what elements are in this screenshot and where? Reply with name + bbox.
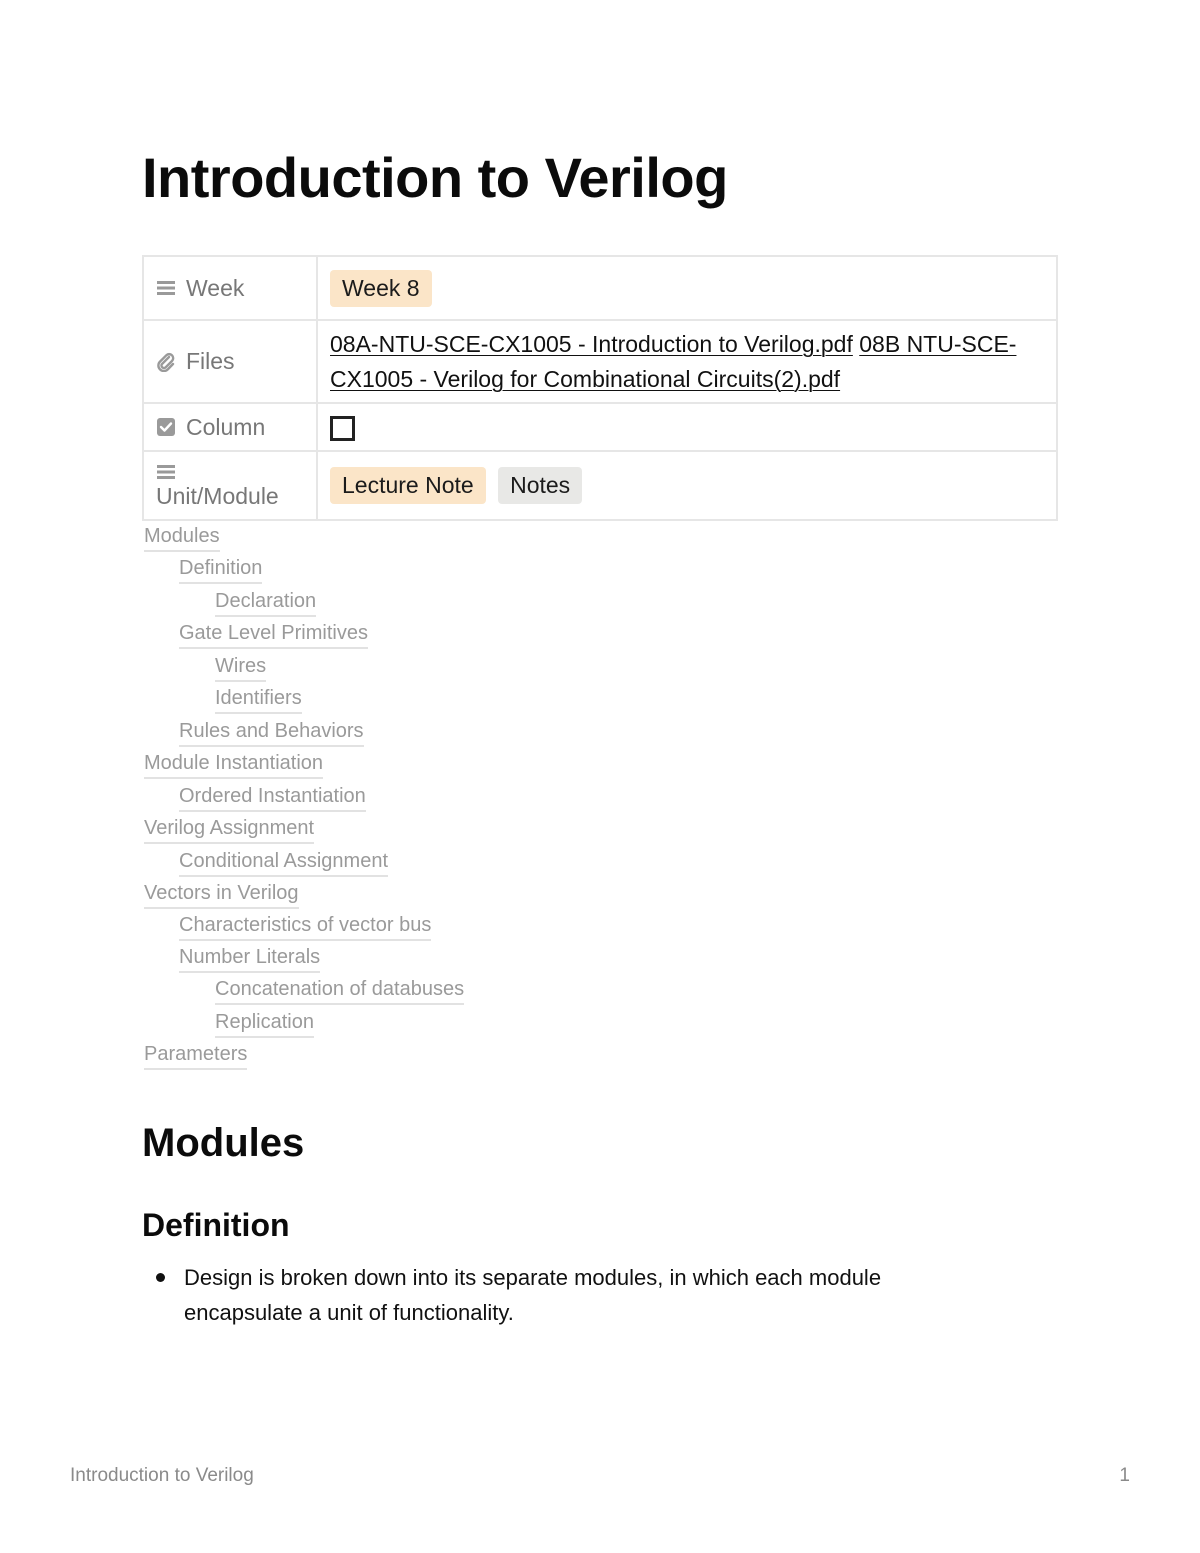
property-label-column: Column [186,413,266,440]
week-tag[interactable]: Week 8 [330,270,432,307]
property-label-week: Week [186,274,245,301]
toc-item-rules-and-behaviors[interactable]: Rules and Behaviors [179,717,364,747]
subsection-heading-definition: Definition [142,1207,290,1243]
unit-tag-notes[interactable]: Notes [498,467,582,504]
bullet-dot-icon [156,1273,165,1282]
property-value-files [317,320,1057,403]
bullet-list [184,1260,964,1330]
toc-item-definition[interactable]: Definition [179,554,262,584]
property-label-unit-module: Unit/Module [156,482,279,509]
toc-item-wires[interactable]: Wires [215,652,266,682]
toc-item-parameters[interactable]: Parameters [144,1040,247,1070]
toc-item-number-literals[interactable]: Number Literals [179,943,320,973]
property-value-column [317,403,1057,451]
property-row-files [143,320,1057,403]
bullet-text: Design is broken down into its separate modules, in which each module encapsulate a unit of functionality. [184,1265,882,1325]
property-key-week [143,256,317,320]
toc-item-modules[interactable]: Modules [144,522,220,552]
file-link-08a[interactable]: 08A-NTU-SCE-CX1005 - Introduction to Verilog.pdf [330,330,853,357]
paperclip-icon [156,352,176,372]
property-key-unit-module [143,451,317,520]
toc-item-concatenation-of-databuses[interactable]: Concatenation of databuses [215,975,464,1005]
toc-item-module-instantiation[interactable]: Module Instantiation [144,749,323,779]
properties-table [142,255,1058,521]
property-key-files [143,320,317,403]
toc-item-conditional-assignment[interactable]: Conditional Assignment [179,847,388,877]
property-row-column [143,403,1057,451]
toc-item-declaration[interactable]: Declaration [215,587,316,617]
section-heading-modules: Modules [142,1121,305,1165]
unit-tag-lecture-note[interactable]: Lecture Note [330,467,486,504]
column-checkbox[interactable] [330,416,355,441]
page-title: Introduction to Verilog [142,146,728,209]
footer-title: Introduction to Verilog [70,1465,254,1486]
toc-item-characteristics-of-vector-bus[interactable]: Characteristics of vector bus [179,911,431,941]
toc-item-gate-level-primitives[interactable]: Gate Level Primitives [179,619,368,649]
property-row-week [143,256,1057,320]
file-link-08b[interactable]: 08B NTU-SCE-CX1005 - Verilog for Combinational Circuits(2).pdf [330,330,1017,392]
list-icon [156,462,176,482]
list-item [184,1260,964,1330]
property-row-unit-module [143,451,1057,520]
toc-item-ordered-instantiation[interactable]: Ordered Instantiation [179,782,366,812]
footer-page-number: 1 [1119,1465,1130,1486]
property-value-week [317,256,1057,320]
list-icon [156,278,176,298]
property-key-column [143,403,317,451]
property-value-unit-module [317,451,1057,520]
checkbox-icon [156,417,176,437]
toc-item-verilog-assignment[interactable]: Verilog Assignment [144,814,314,844]
toc-item-replication[interactable]: Replication [215,1008,314,1038]
property-label-files: Files [186,348,235,374]
toc-item-vectors-in-verilog[interactable]: Vectors in Verilog [144,879,299,909]
toc-item-identifiers[interactable]: Identifiers [215,684,302,714]
